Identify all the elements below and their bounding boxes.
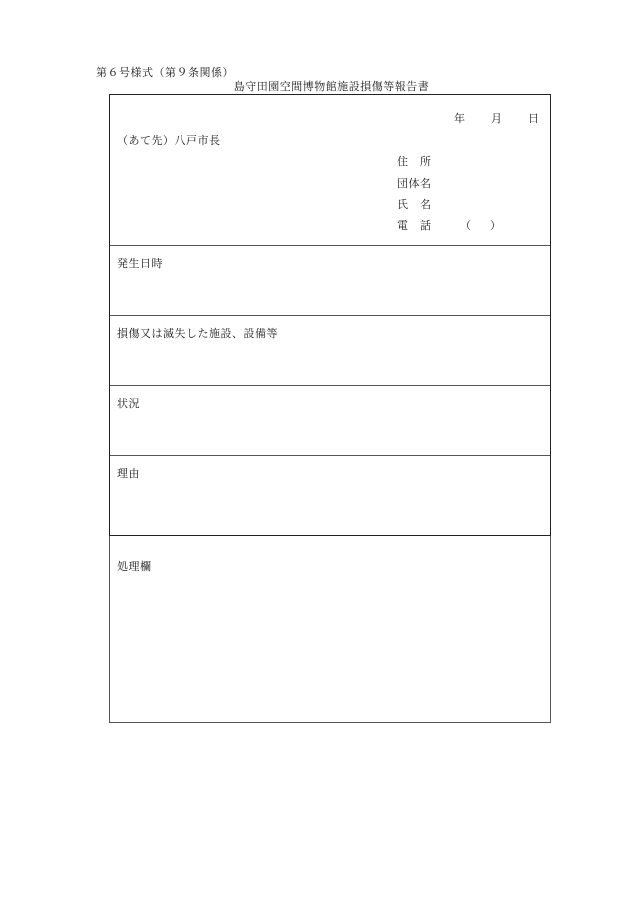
damaged-facility-label: 損傷又は滅失した施設、設備等 (117, 327, 278, 340)
damaged-facility-section[interactable] (110, 315, 550, 386)
form-number: 第６号様式（第９条関係） (96, 66, 234, 79)
condition-label: 状況 (117, 397, 140, 410)
organization-row[interactable] (397, 175, 433, 191)
phone-label: 電 話 (397, 219, 432, 232)
date-month-field[interactable]: 月 (491, 112, 502, 125)
phone-row[interactable] (397, 217, 433, 233)
condition-section[interactable] (110, 385, 550, 456)
occurrence-datetime-label: 発生日時 (117, 257, 163, 270)
processing-label: 処理欄 (117, 560, 152, 573)
phone-paren-open: （ (460, 219, 471, 232)
address-label: 住 所 (397, 155, 432, 168)
organization-label: 団体名 (397, 177, 432, 190)
addressee: （あて先）八戸市長 (117, 134, 221, 147)
reason-label: 理由 (117, 467, 140, 480)
report-form (109, 94, 551, 536)
date-day-field[interactable]: 日 (528, 112, 539, 125)
reason-section[interactable] (110, 455, 550, 536)
date-line (454, 110, 539, 126)
name-label: 氏 名 (397, 198, 432, 211)
date-year-field[interactable]: 年 (454, 112, 465, 125)
address-row[interactable] (397, 153, 433, 169)
processing-section[interactable] (109, 536, 551, 723)
form-title: 島守田園空間博物館施設損傷等報告書 (233, 80, 430, 93)
phone-paren-close: ） (490, 219, 501, 232)
occurrence-datetime-section[interactable] (110, 245, 550, 316)
name-row[interactable] (397, 196, 433, 212)
header-section (110, 95, 550, 245)
